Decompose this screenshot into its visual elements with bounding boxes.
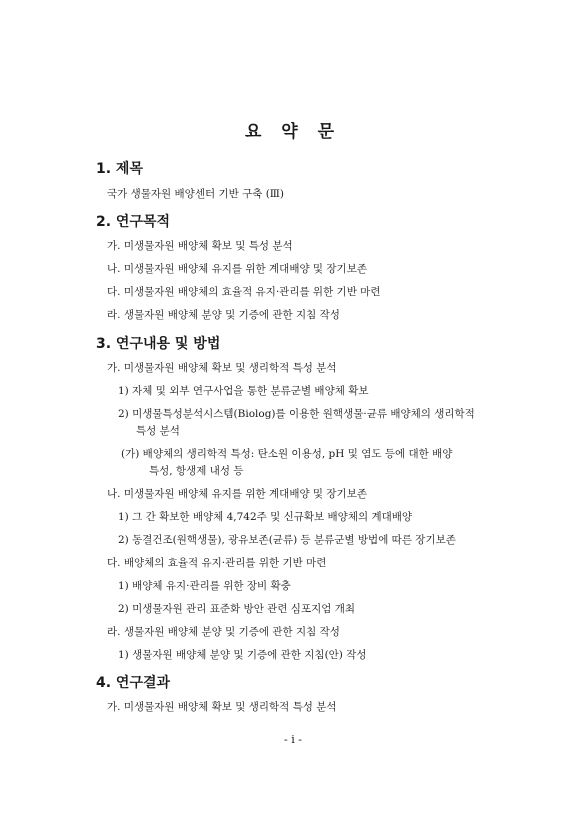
methods-item: 다. 배양체의 효율적 유지·관리를 위한 기반 마련 [107, 557, 327, 569]
section-heading-results: 4. 연구결과 [96, 675, 171, 691]
section-heading-purpose: 2. 연구목적 [96, 214, 171, 230]
section-heading-methods: 3. 연구내용 및 방법 [96, 336, 221, 352]
methods-item: 나. 미생물자원 배양체 유지를 위한 계대배양 및 장기보존 [107, 488, 367, 500]
methods-subitem-continued: 특성 분석 [136, 425, 180, 437]
methods-subitem: 1) 배양체 유지·관리를 위한 장비 확충 [118, 580, 291, 592]
methods-subsubitem: (가) 배양체의 생리학적 특성: 탄소원 이용성, pH 및 염도 등에 대한 배양 [121, 448, 453, 460]
page-number: - i - [284, 733, 302, 746]
methods-subitem: 2) 미생물특성분석시스템(Biolog)를 이용한 원핵생물·균류 배양체의 생리학적 [118, 408, 475, 420]
purpose-item: 가. 미생물자원 배양체 확보 및 특성 분석 [107, 240, 293, 252]
methods-subsubitem-continued: 특성, 항생제 내성 등 [149, 465, 244, 477]
methods-subitem: 1) 생물자원 배양체 분양 및 기증에 관한 지침(안) 작성 [118, 649, 367, 661]
results-item: 가. 미생물자원 배양체 확보 및 생리학적 특성 분석 [107, 701, 337, 713]
methods-subitem: 2) 미생물자원 관리 표준화 방안 관련 심포지엄 개최 [118, 603, 355, 615]
methods-subitem: 1) 그 간 확보한 배양체 4,742주 및 신규확보 배양체의 계대배양 [118, 511, 413, 523]
purpose-item: 나. 미생물자원 배양체 유지를 위한 계대배양 및 장기보존 [107, 263, 367, 275]
methods-item: 라. 생물자원 배양체 분양 및 기증에 관한 지침 작성 [107, 626, 340, 638]
section-1-line: 국가 생물자원 배양센터 기반 구축 (Ⅲ) [107, 188, 285, 200]
section-heading-title: 1. 제목 [96, 161, 143, 177]
purpose-item: 라. 생물자원 배양체 분양 및 기증에 관한 지침 작성 [107, 309, 340, 321]
page-title: 요 약 문 [244, 122, 342, 142]
methods-subitem: 1) 자체 및 외부 연구사업을 통한 분류군별 배양체 확보 [118, 385, 369, 397]
methods-item: 가. 미생물자원 배양체 확보 및 생리학적 특성 분석 [107, 362, 337, 374]
purpose-item: 다. 미생물자원 배양체의 효율적 유지·관리를 위한 기반 마련 [107, 286, 381, 298]
methods-subitem: 2) 동결건조(원핵생물), 광유보존(균류) 등 분류군별 방법에 따른 장기보존 [118, 534, 456, 546]
